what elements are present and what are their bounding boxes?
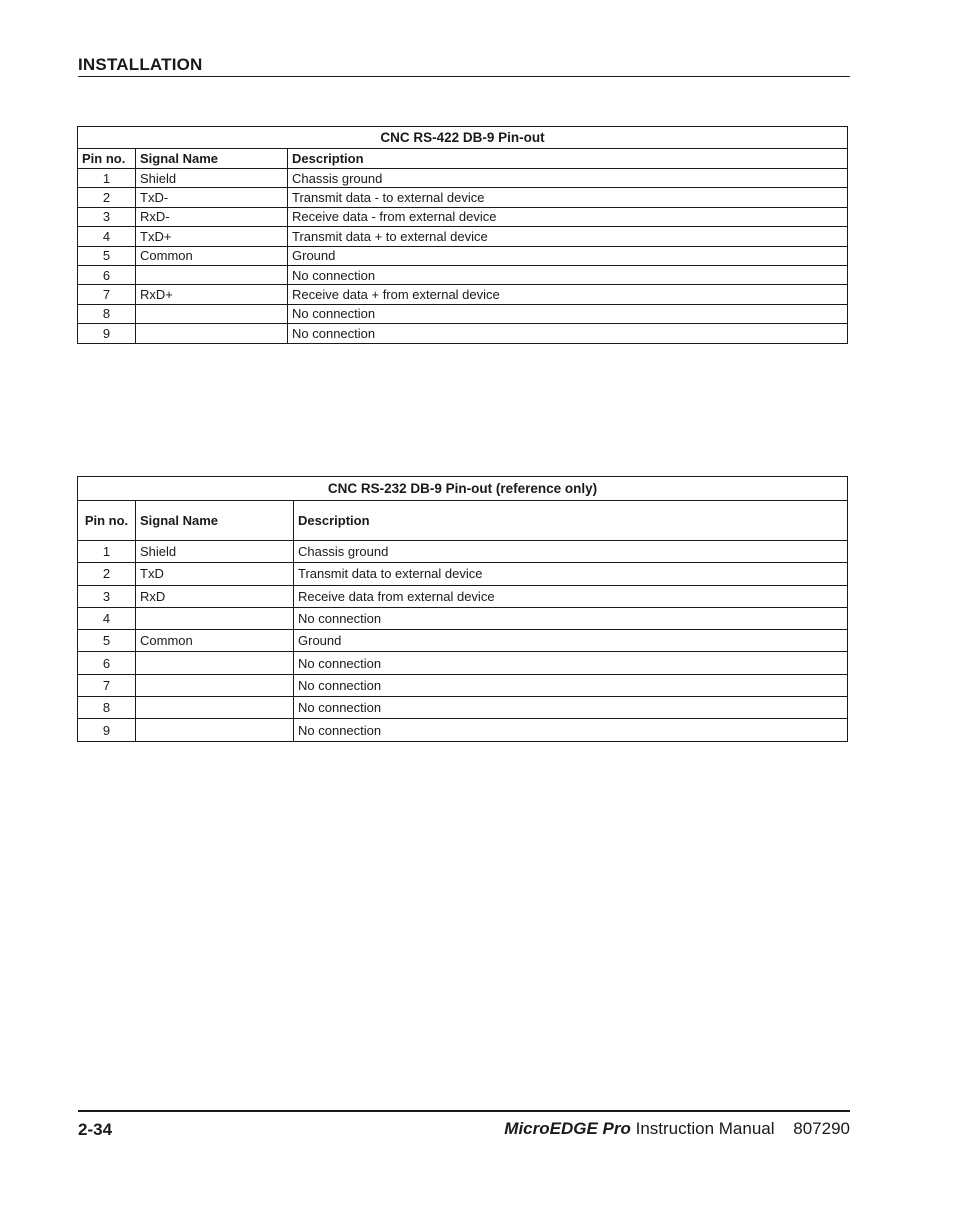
description-cell: Chassis ground bbox=[288, 169, 848, 188]
description-cell: Receive data - from external device bbox=[288, 207, 848, 226]
table-row bbox=[78, 246, 848, 265]
description-cell: No connection bbox=[288, 265, 848, 284]
footer-manual-info bbox=[504, 1119, 850, 1139]
signal-cell: TxD bbox=[136, 563, 294, 585]
pin-cell: 5 bbox=[78, 630, 136, 652]
description-cell: No connection bbox=[294, 674, 848, 696]
table-row bbox=[78, 585, 848, 607]
pin-cell: 7 bbox=[78, 285, 136, 304]
description-cell: No connection bbox=[294, 719, 848, 741]
table-row bbox=[78, 227, 848, 246]
signal-cell bbox=[136, 674, 294, 696]
document-number: 807290 bbox=[793, 1119, 850, 1138]
table-row bbox=[78, 541, 848, 563]
signal-cell: Common bbox=[136, 246, 288, 265]
description-cell: No connection bbox=[294, 607, 848, 629]
table-row bbox=[78, 630, 848, 652]
table-row bbox=[78, 265, 848, 284]
table-row bbox=[78, 169, 848, 188]
signal-cell bbox=[136, 324, 288, 343]
signal-cell: RxD+ bbox=[136, 285, 288, 304]
pin-cell: 2 bbox=[78, 563, 136, 585]
signal-cell bbox=[136, 607, 294, 629]
table-row bbox=[78, 674, 848, 696]
signal-cell bbox=[136, 697, 294, 719]
signal-cell bbox=[136, 304, 288, 323]
description-cell: Receive data from external device bbox=[294, 585, 848, 607]
signal-cell: RxD- bbox=[136, 207, 288, 226]
signal-cell: Common bbox=[136, 630, 294, 652]
pin-cell: 2 bbox=[78, 188, 136, 207]
description-cell: No connection bbox=[294, 697, 848, 719]
description-cell: Receive data + from external device bbox=[288, 285, 848, 304]
pin-cell: 1 bbox=[78, 169, 136, 188]
column-header-pin: Pin no. bbox=[78, 501, 136, 541]
signal-cell bbox=[136, 719, 294, 741]
rs232-pinout-table bbox=[77, 476, 848, 742]
description-cell: No connection bbox=[294, 652, 848, 674]
column-header-signal: Signal Name bbox=[136, 149, 288, 169]
table-row bbox=[78, 188, 848, 207]
page-number: 2-34 bbox=[78, 1120, 113, 1139]
rs422-pinout-table bbox=[77, 126, 848, 344]
table-caption: CNC RS-232 DB-9 Pin-out (reference only) bbox=[78, 477, 848, 501]
description-cell: Transmit data - to external device bbox=[288, 188, 848, 207]
column-header-description: Description bbox=[294, 501, 848, 541]
table-row bbox=[78, 304, 848, 323]
footer-divider bbox=[78, 1110, 850, 1112]
signal-cell: Shield bbox=[136, 541, 294, 563]
description-cell: Ground bbox=[294, 630, 848, 652]
table-row bbox=[78, 719, 848, 741]
header-divider bbox=[78, 76, 850, 77]
pin-cell: 8 bbox=[78, 697, 136, 719]
description-cell: Ground bbox=[288, 246, 848, 265]
table-row bbox=[78, 563, 848, 585]
column-header-signal: Signal Name bbox=[136, 501, 294, 541]
column-header-pin: Pin no. bbox=[78, 149, 136, 169]
product-name: MicroEDGE Pro bbox=[504, 1119, 631, 1138]
pin-cell: 9 bbox=[78, 719, 136, 741]
pin-cell: 9 bbox=[78, 324, 136, 343]
section-title: INSTALLATION bbox=[78, 55, 203, 74]
table-row bbox=[78, 697, 848, 719]
column-header-description: Description bbox=[288, 149, 848, 169]
table-row bbox=[78, 652, 848, 674]
table-caption: CNC RS-422 DB-9 Pin-out bbox=[78, 127, 848, 149]
description-cell: Transmit data to external device bbox=[294, 563, 848, 585]
pin-cell: 6 bbox=[78, 652, 136, 674]
table-row bbox=[78, 324, 848, 343]
pin-cell: 3 bbox=[78, 207, 136, 226]
pin-cell: 4 bbox=[78, 607, 136, 629]
signal-cell: Shield bbox=[136, 169, 288, 188]
signal-cell: TxD- bbox=[136, 188, 288, 207]
pin-cell: 4 bbox=[78, 227, 136, 246]
description-cell: Chassis ground bbox=[294, 541, 848, 563]
pin-cell: 8 bbox=[78, 304, 136, 323]
pin-cell: 6 bbox=[78, 265, 136, 284]
description-cell: No connection bbox=[288, 304, 848, 323]
manual-label: Instruction Manual bbox=[635, 1119, 775, 1138]
signal-cell bbox=[136, 265, 288, 284]
description-cell: Transmit data + to external device bbox=[288, 227, 848, 246]
pin-cell: 5 bbox=[78, 246, 136, 265]
pin-cell: 3 bbox=[78, 585, 136, 607]
table-row bbox=[78, 207, 848, 226]
signal-cell: TxD+ bbox=[136, 227, 288, 246]
signal-cell bbox=[136, 652, 294, 674]
description-cell: No connection bbox=[288, 324, 848, 343]
pin-cell: 1 bbox=[78, 541, 136, 563]
signal-cell: RxD bbox=[136, 585, 294, 607]
table-row bbox=[78, 285, 848, 304]
table-row bbox=[78, 607, 848, 629]
pin-cell: 7 bbox=[78, 674, 136, 696]
